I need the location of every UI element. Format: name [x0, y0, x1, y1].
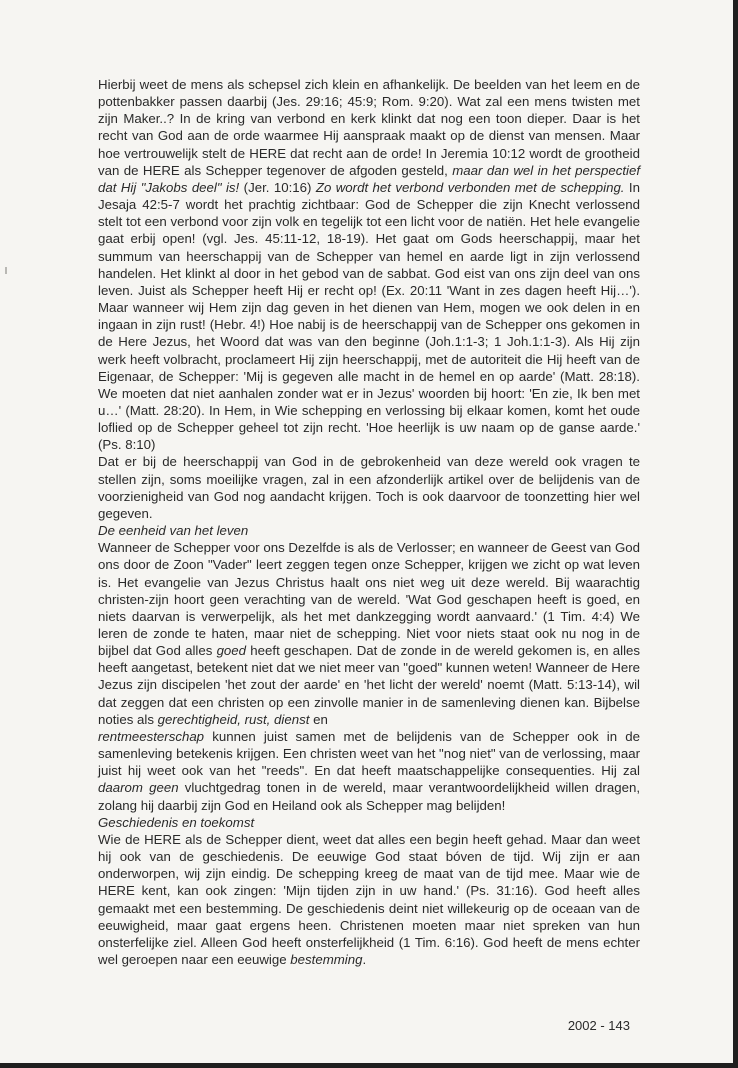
paragraph-scripture	[98, 76, 640, 453]
italic-run: daarom geen	[98, 780, 179, 796]
text-run: Wie de HERE als de Schepper dient, weet dat alles een begin heeft gehad. Maar dan weet hij ook van de geschiedenis. De eeuwige God staat bóven de tijd. Wij zijn er aan onderworpen, wij zijn eindig. De schepping kreeg de maat van de tijd mee. Maar wie de HERE kent, kan ook zingen: 'Mijn tijden zijn in uw hand.' (Ps. 31:16). God heeft alles gemaakt met een bestemming. De geschiedenis deint niet willekeurig op de oceaan van de eeuwigheid, maar gaat ergens heen. Christenen moeten maar niet spreken van hun onsterfelijke ziel. Alleen God heeft onsterfelijkheid (1 Tim. 6:16). God heeft de mens echter wel geroepen naar een eeuwige	[98, 831, 640, 967]
text-run: en	[313, 711, 328, 727]
text-run: Wanneer de Schepper voor ons Dezelfde is als de Verlosser; en wanneer de Geest van God ons door de Zoon "Vader" leert zeggen tegen onze Schepper, krijgen we zicht op wat leven is. Het evangelie van Jezus Christus haalt ons niet weg uit deze wereld. Bij waarachtig christen-zijn hoort geen verachting van de wereld. 'Wat God geschapen heeft is goed, en niets daarvan is verwerpelijk, als het met dankzegging wordt aanvaard.' (1 Tim. 4:4) We leren de zonde te haten, maar niet de schepping. Niet voor niets staat ook nu nog in de bijbel dat God alles	[98, 540, 640, 659]
page-number: 2002 - 143	[567, 1018, 630, 1033]
text-run: kunnen juist samen met de belijdenis van de Schepper ook in de samenleving betekenis krijgen. Een christen weet van het "nog niet" van de verlossing, maar juist hij weet ook van het "reeds". En dat heeft maatschappelijke consequenties. Hij zal	[98, 728, 640, 779]
text-run: In Jesaja 42:5-7 wordt het prachtig zichtbaar: God de Schepper die zijn Knecht verlossend stelt tot een verbond voor zijn volk en tegelijk tot een licht voor de natiën. Het hele evangelie gaat erbij open! (vgl. Jes. 45:11-12, 18-19). Het gaat om Gods heerschappij, maar het summum van heerschappij van de Schepper van hemel en aarde ligt in zijn verlossend handelen. Het klinkt al door in het gebod van de sabbat. God eist van ons zijn deel van ons leven. Juist als Schepper heeft Hij er recht op! (Ex. 20:11 'Want in zes dagen heeft Hij…'). Maar wanneer wij Hem zijn dag geven in het dienen van Hem, mogen we ook delen in en ingaan in zijn rust! (Hebr. 4!) Hoe nabij is de heerschappij van de Schepper ons gekomen in de Here Jezus, het Woord dat was van den beginne (Joh.1:1-3; 1 Joh.1:1-3). Als Hij zijn werk heeft volbracht, proclameert Hij zijn heerschappij, met de autoriteit die Hij heeft van de Eigenaar, de Schepper: 'Mij is gegeven alle macht in de hemel en op aarde' (Matt. 28:18). We moeten dat niet aanhalen zonder wat er in Jezus' woorden bij hoort: 'En zie, Ik ben met u…' (Matt. 28:20). In Hem, in Wie schepping en verlossing bij elkaar komen, komt het oude loflied op de Schepper geheel tot zijn recht. 'Hoe heerlijk is uw naam op de ganse aarde.' (Ps. 8:10)	[98, 179, 640, 453]
article-body	[98, 76, 640, 968]
margin-mark	[5, 267, 7, 274]
paragraph-eenheid	[98, 539, 640, 814]
text-run: Hierbij weet de mens als schepsel zich klein en afhankelijk. De beelden van het leem en de pottenbakker passen daarbij (Jes. 29:16; 45:9; Rom. 9:20). Wat zal een mens twisten met zijn Maker..? In de kring van verbond en kerk klinkt dat nog een toon dieper. Daar is het recht van God aan de orde waarmee Hij aanspraak maakt op de dienst van mensen. Maar hoe vertrouwelijk stelt de HERE dat recht aan de orde! In Jeremia 10:12 wordt de grootheid van de HERE als Schepper tegenover de afgoden gesteld,	[98, 77, 640, 178]
paragraph-geschiedenis	[98, 831, 640, 968]
italic-run: Zo wordt het verbond verbonden met de schepping.	[315, 179, 625, 195]
italic-run: rentmeesterschap	[98, 728, 205, 744]
section-heading-eenheid: De eenheid van het leven	[98, 523, 249, 539]
paragraph-providence: Dat er bij de heerschappij van God in de gebrokenheid van deze wereld ook vragen te stellen zijn, soms moeilijke vragen, zal in een afzonderlijk artikel over de belijdenis van de voorzienigheid van God nog aandacht krijgen. Toch is ook daarvoor de toonzetting hier wel gegeven.	[98, 454, 640, 521]
text-run: (Jer. 10:16)	[243, 179, 312, 195]
italic-run: gerechtigheid, rust, dienst	[157, 711, 310, 727]
text-run: heeft geschapen. Dat de zonde in de wereld gekomen is, en alles heeft aangetast, betekent niet dat we niet meer van "goed" kunnen weten! Wanneer de Here Jezus zijn discipelen 'het zout der aarde' en 'het licht der wereld' noemt (Matt. 5:13-14), wil dat zeggen dat een christen op een zinvolle manier in de samenleving dienen kan. Bijbelse noties als	[98, 643, 641, 727]
italic-run: bestemming	[290, 951, 363, 967]
text-run: .	[362, 951, 367, 967]
italic-run: goed	[216, 643, 247, 659]
text-run: vluchtgedrag tonen in de wereld, maar verantwoordelijkheid willen dragen, zolang hij daarbij zijn God en Heiland ook als Schepper mag belijden!	[98, 780, 640, 813]
italic-run: maar dan wel in het perspectief dat Hij "Jakobs deel" is!	[98, 162, 640, 195]
section-heading-geschiedenis: Geschiedenis en toekomst	[98, 814, 255, 830]
